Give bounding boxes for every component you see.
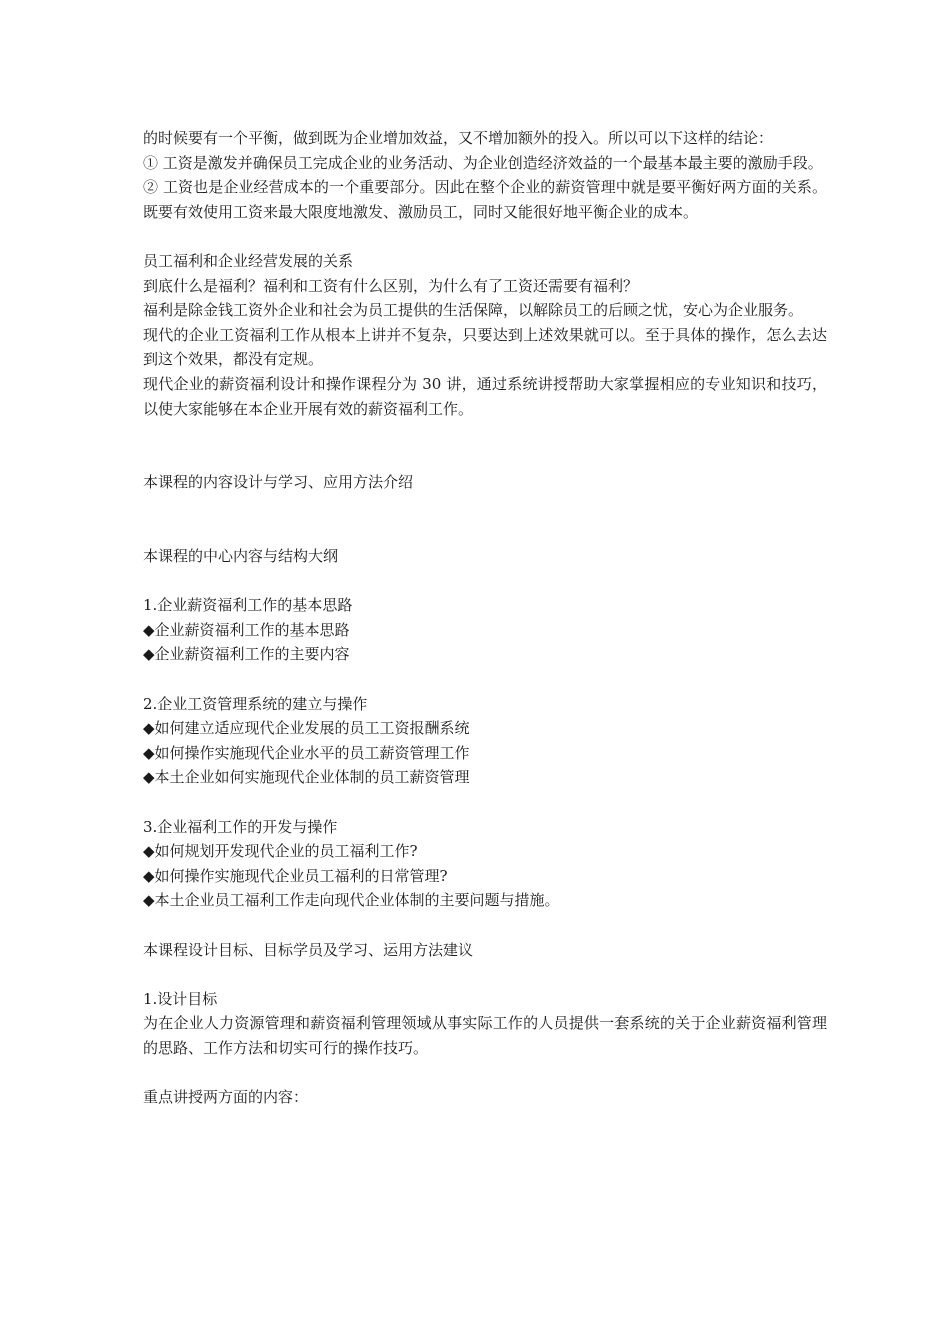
blank-line [143,913,827,938]
paragraph: 到底什么是福利？福利和工资有什么区别，为什么有了工资还需要有福利？ [143,276,639,295]
paragraph: 福利是除金钱工资外企业和社会为员工提供的生活保障，以解除员工的后顾之忧，安心为企业服务。 [143,301,804,320]
paragraph: 现代企业的薪资福利设计和操作课程分为 30 讲，通过系统讲授帮助大家掌握相应的专业知识和技巧，以使大家能够在本企业开展有效的薪资福利工作。 [143,374,827,418]
list-item: ◆企业薪资福利工作的主要内容 [143,645,350,664]
blank-line [143,569,827,594]
blank-line [143,224,827,249]
paragraph: ② 工资也是企业经营成本的一个重要部分。因此在整个企业的薪资管理中就是要平衡好两方面的关系。既要有效使用工资来最大限度地激发、激励员工，同时又能很好地平衡企业的成本。 [143,178,827,221]
list-item: ◆本土企业如何实施现代企业体制的员工薪资管理 [143,768,470,787]
section-heading: 本课程的中心内容与结构大纲 [143,547,339,566]
list-heading: 1.企业薪资福利工作的基本思路 [143,596,353,615]
list-item: ◆企业薪资福利工作的基本思路 [143,620,350,639]
blank-line [143,790,827,815]
list-heading: 2.企业工资管理系统的建立与操作 [143,694,368,713]
blank-line [143,962,827,987]
list-item: ◆如何规划开发现代企业的员工福利工作? [143,842,418,861]
list-heading: 1.设计目标 [143,989,218,1008]
list-item: ◆如何操作实施现代企业水平的员工薪资管理工作 [143,743,470,762]
list-item: ◆本土企业员工福利工作走向现代企业体制的主要问题与措施。 [143,891,560,910]
paragraph: ① 工资是激发并确保员工完成企业的业务活动、为企业创造经济效益的一个最基本最主要的激励手段。 [143,153,823,172]
blank-line [143,495,827,544]
paragraph: 现代的企业工资福利工作从根本上讲并不复杂，只要达到上述效果就可以。至于具体的操作，怎么去达到这个效果，都没有定规。 [143,325,827,369]
section-heading: 本课程设计目标、目标学员及学习、运用方法建议 [143,940,474,959]
list-heading: 3.企业福利工作的开发与操作 [143,817,338,836]
section-heading: 本课程的内容设计与学习、应用方法介绍 [143,473,414,492]
document-body [143,126,827,1110]
paragraph: 的时候要有一个平衡，做到既为企业增加效益，又不增加额外的投入。所以可以下这样的结论： [143,129,774,147]
blank-line [143,421,827,470]
blank-line [143,667,827,692]
paragraph: 重点讲授两方面的内容： [143,1088,309,1107]
section-heading: 员工福利和企业经营发展的关系 [143,251,354,270]
paragraph: 为在企业人力资源管理和薪资福利管理领域从事实际工作的人员提供一套系统的关于企业薪资福利管理的思路、工作方法和切实可行的操作技巧。 [143,1014,827,1057]
blank-line [143,1061,827,1086]
list-item: ◆如何建立适应现代企业发展的员工工资报酬系统 [143,719,470,738]
list-item: ◆如何操作实施现代企业员工福利的日常管理? [143,866,448,885]
